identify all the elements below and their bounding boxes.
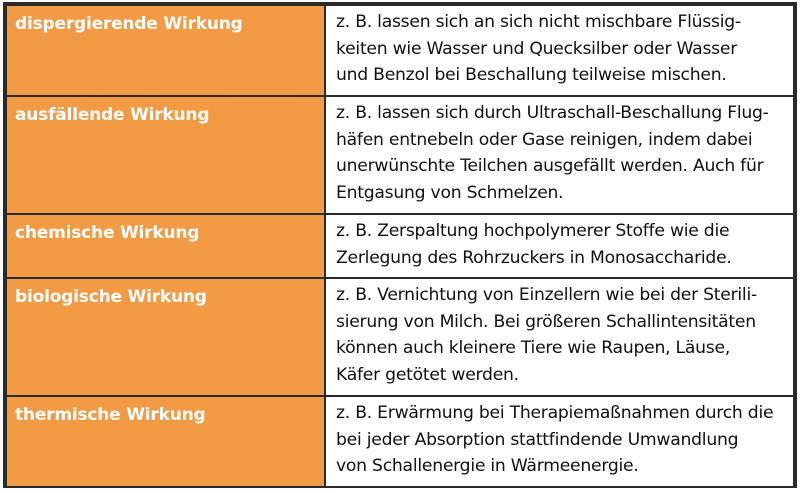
effect-description: [326, 97, 793, 206]
description-line: Entgasung von Schmelzen.: [336, 182, 564, 203]
effect-description-cell: [325, 96, 794, 214]
effect-label-cell: [6, 214, 325, 278]
effect-label-cell: [6, 96, 325, 214]
description-line: unerwünschte Teilchen ausgefällt werden. Auch für: [336, 156, 764, 176]
effect-description-cell: [325, 214, 794, 278]
effects-table-container: [3, 2, 797, 488]
effect-description-cell: [325, 278, 794, 396]
description-line: können auch kleinere Tiere wie Raupen, Läuse,: [336, 338, 731, 358]
effect-description: [326, 215, 793, 271]
effect-description: [326, 397, 793, 480]
effect-label: chemische Wirkung: [15, 223, 200, 243]
description-line: häfen entnebeln oder Gase reinigen, indem dabei: [336, 129, 753, 150]
effect-description: [326, 6, 793, 89]
description-line: Zerlegung des Rohrzuckers in Monosaccharide.: [336, 247, 732, 268]
description-line: z. B. lassen sich an sich nicht mischbare Flüssig-: [336, 12, 741, 32]
effect-label: dispergierende Wirkung: [15, 14, 243, 34]
description-line: bei jeder Absorption stattfindende Umwandlung: [336, 429, 739, 450]
description-line: z. B. Zerspaltung hochpolymerer Stoffe wie die: [336, 221, 730, 241]
description-line: keiten wie Wasser und Quecksilber oder Wasser: [336, 38, 738, 59]
description-line: z. B. Erwärmung bei Therapiemaßnahmen durch die: [336, 403, 774, 423]
table-row: [6, 396, 794, 487]
description-line: und Benzol bei Beschallung teilweise mischen.: [336, 65, 727, 85]
effect-label: thermische Wirkung: [15, 405, 206, 425]
effect-label: biologische Wirkung: [15, 287, 207, 307]
effect-description-cell: [325, 396, 794, 487]
description-line: Käfer getötet werden.: [336, 364, 519, 385]
effects-table: [5, 4, 795, 488]
effect-label: ausfällende Wirkung: [15, 105, 210, 125]
effect-label-cell: [6, 396, 325, 487]
effect-description: [326, 279, 793, 388]
description-line: z. B. Vernichtung von Einzellern wie bei der Sterili-: [336, 285, 757, 305]
table-row: [6, 96, 794, 214]
table-row: [6, 5, 794, 96]
effect-label-cell: [6, 278, 325, 396]
table-row: [6, 214, 794, 278]
description-line: von Schallenergie in Wärmeenergie.: [336, 456, 639, 476]
description-line: z. B. lassen sich durch Ultraschall-Beschallung Flug-: [336, 103, 769, 123]
description-line: sierung von Milch. Bei größeren Schallintensitäten: [336, 311, 756, 332]
table-row: [6, 278, 794, 396]
effect-label-cell: [6, 5, 325, 96]
effect-description-cell: [325, 5, 794, 96]
